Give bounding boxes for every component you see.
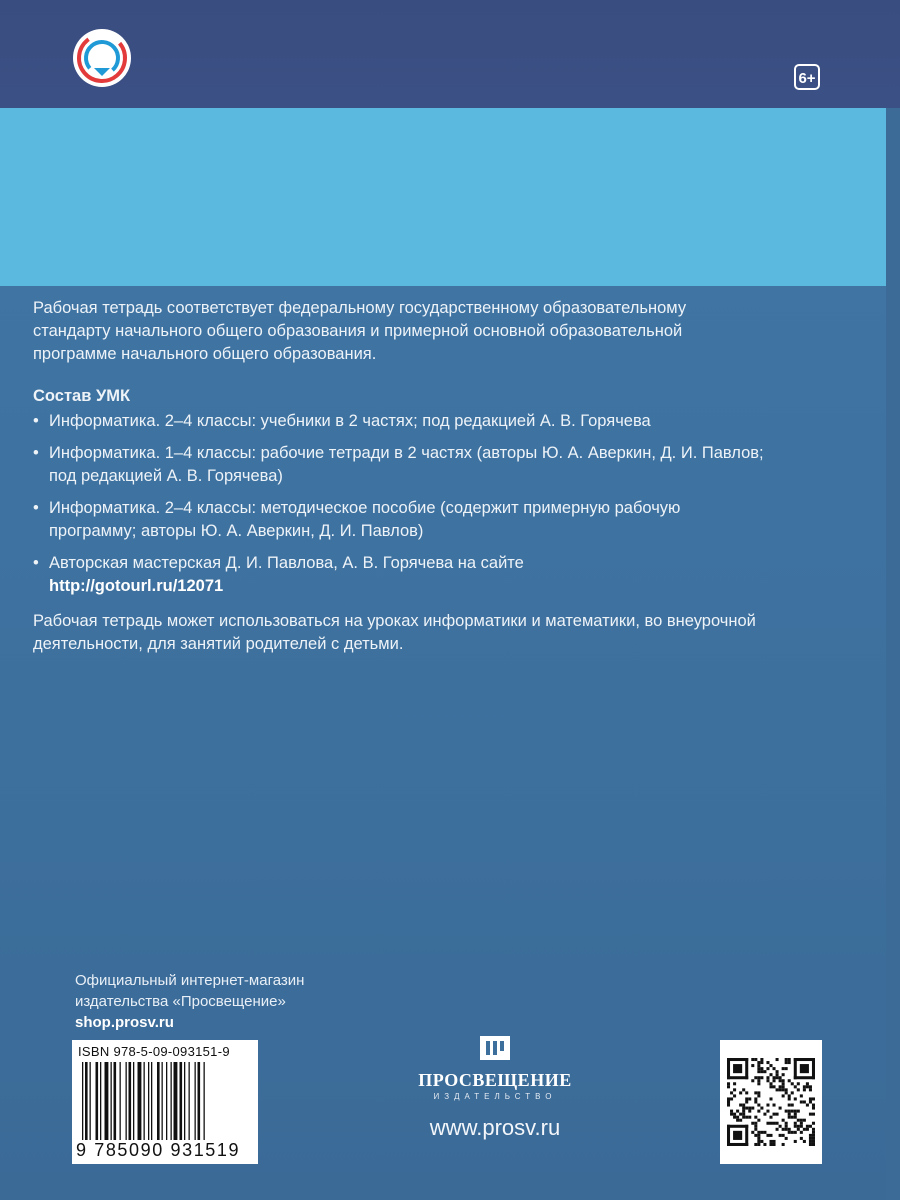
publisher-book-icon	[478, 1032, 512, 1064]
usage-paragraph: Рабочая тетрадь может использоваться на уроках информатики и математики, во внеурочной деятельности, для занятий родителей с детьми.	[33, 612, 756, 653]
publisher-block	[400, 1032, 590, 1141]
publisher-emblem-icon	[72, 28, 132, 88]
list-item: • Авторская мастерская Д. И. Павлова, А. В. Горячева на сайте http://gotourl.ru/12071	[33, 552, 768, 598]
publisher-subtitle: ИЗДАТЕЛЬСТВО	[433, 1092, 557, 1101]
qr-pattern	[727, 1058, 815, 1146]
shop-url[interactable]: shop.prosv.ru	[75, 1014, 174, 1031]
list-item: • Информатика. 2–4 классы: учебники в 2 частях; под редакцией А. В. Горячева	[33, 410, 768, 433]
shop-line-2: издательства «Просвещение»	[75, 993, 286, 1010]
shop-info	[75, 970, 304, 1033]
list-item: • Информатика. 2–4 классы: методическое пособие (содержит примерную рабочую программу; авторы Ю. А. Аверкин, Д. И. Павлов)	[33, 497, 768, 543]
author-workshop-link[interactable]: http://gotourl.ru/12071	[49, 577, 224, 595]
umk-list	[33, 410, 768, 607]
isbn-label: ISBN 978-5-09-093151-9	[78, 1044, 230, 1059]
shop-line-1: Официальный интернет-магазин	[75, 972, 305, 989]
publisher-name: ПРОСВЕЩЕНИЕ	[418, 1070, 572, 1090]
qr-code-icon[interactable]	[720, 1040, 822, 1164]
isbn-barcode	[72, 1040, 258, 1164]
description-paragraph: Рабочая тетрадь соответствует федеральному государственному образовательному стандарту начального общего образования и примерной основной образовательной программе начального общего образования.	[33, 299, 687, 363]
accent-band	[0, 108, 886, 286]
list-item: • Информатика. 1–4 классы: рабочие тетради в 2 частях (авторы Ю. А. Аверкин, Д. И. Павлов; под редакцией А. В. Горячева)	[33, 442, 768, 488]
top-band	[0, 0, 900, 108]
umk-heading: Состав УМК	[33, 387, 131, 405]
barcode-bars	[82, 1062, 250, 1140]
publisher-url[interactable]: www.prosv.ru	[429, 1115, 561, 1140]
age-rating-badge: 6+	[794, 64, 820, 90]
barcode-digits: 9 785090 931519	[76, 1140, 241, 1160]
right-edge-strip	[886, 108, 900, 1200]
